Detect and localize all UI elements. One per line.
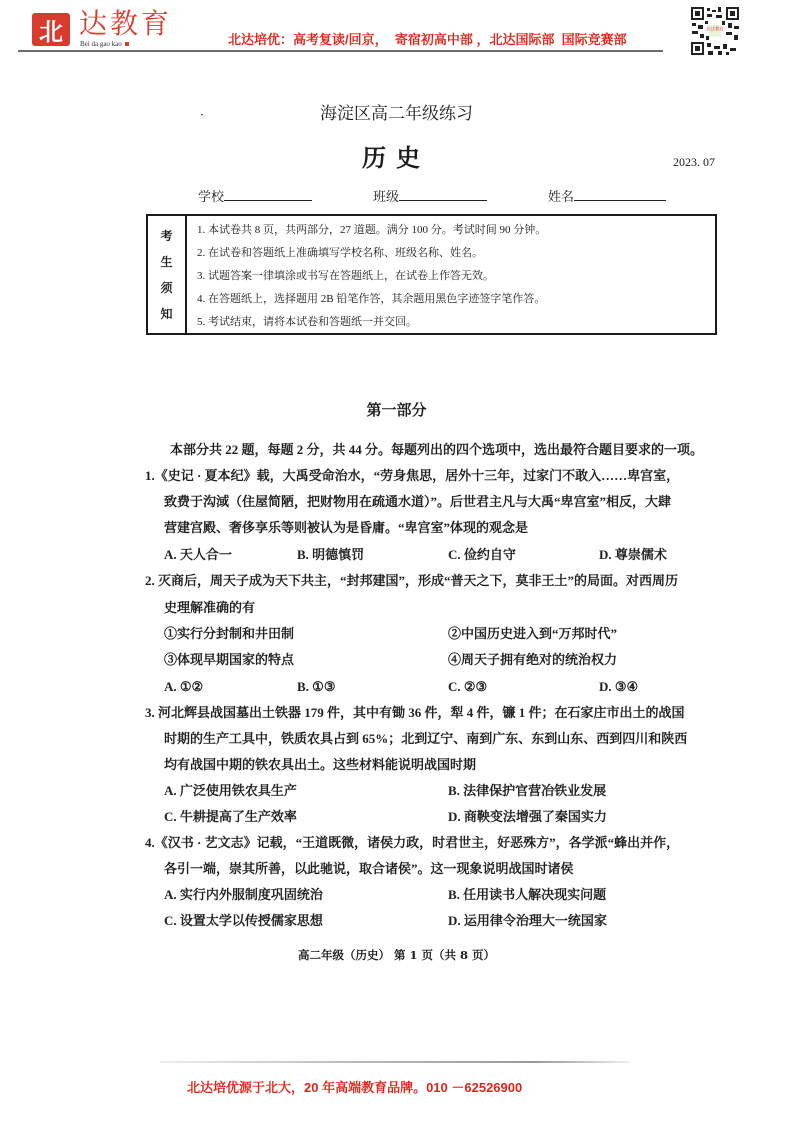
notice-item: 5. 考试结束，请将本试卷和答题纸一并交回。 bbox=[197, 316, 417, 328]
notice-label-char: 须 bbox=[160, 281, 173, 295]
qr-center-label: 北达教育 bbox=[706, 27, 724, 33]
question-3-option-d[interactable]: D. 商鞅变法增强了秦国实力 bbox=[448, 809, 607, 824]
subject-title: 历史 bbox=[362, 143, 430, 172]
section-intro: 本部分共 22 题，每题 2 分，共 44 分。每题列出的四个选项中，选出最符合题目要求的一项。 bbox=[170, 442, 704, 457]
question-2-option-c[interactable]: C. ②③ bbox=[448, 679, 488, 694]
question-2-statement: ①实行分封制和井田制 bbox=[164, 626, 295, 641]
class-field[interactable] bbox=[373, 186, 487, 206]
question-1-option-c[interactable]: C. 俭约自守 bbox=[448, 547, 516, 562]
notice-label bbox=[148, 216, 187, 333]
banner-divider bbox=[18, 50, 663, 52]
question-1-line: 营建宫殿、奢侈享乐等则被认为是昏庸。“卑宫室”体现的观念是 bbox=[164, 520, 529, 535]
question-1-option-a[interactable]: A. 天人合一 bbox=[164, 547, 232, 562]
notice-item: 4. 在答题纸上，选择题用 2B 铅笔作答，其余题用黑色字迹签字笔作答。 bbox=[197, 293, 546, 305]
question-2-line: 2. 灭商后，周天子成为天下共主，“封邦建国”，形成“普天之下，莫非王土”的局面。对西周历 bbox=[145, 573, 679, 588]
bottom-divider bbox=[160, 1061, 630, 1063]
exam-title: 海淀区高二年级练习 bbox=[320, 104, 473, 124]
logo-dot-icon bbox=[125, 42, 129, 46]
question-2-option-a[interactable]: A. ①② bbox=[164, 679, 204, 694]
name-input-line[interactable] bbox=[574, 186, 666, 201]
brand-footer: 北达培优源于北大，20 年高端教育品牌。010 －62526900 bbox=[187, 1080, 523, 1095]
notice-label-char: 知 bbox=[160, 307, 173, 321]
notice-items bbox=[187, 216, 715, 333]
question-3-line: 3. 河北辉县战国墓出土铁器 179 件，其中有锄 36 件，犁 4 件，镰 1 件；在石家庄市出土的战国 bbox=[145, 705, 685, 720]
page-footer: 高二年级（历史） 第 1 页（共 8 页） bbox=[297, 948, 496, 962]
question-2-option-d[interactable]: D. ③④ bbox=[599, 679, 639, 694]
question-4-option-d[interactable]: D. 运用律令治理大一统国家 bbox=[448, 913, 607, 928]
notice-label-char: 生 bbox=[160, 255, 173, 269]
question-4-option-a[interactable]: A. 实行内外服制度巩固统治 bbox=[164, 887, 323, 902]
banner-slogan: 北达培优：高考复读/回京， 寄宿初高中部 ，北达国际部 国际竞赛部 bbox=[228, 32, 627, 47]
question-4-option-c[interactable]: C. 设置太学以传授儒家思想 bbox=[164, 913, 323, 928]
question-2-statement: ④周天子拥有绝对的统治权力 bbox=[448, 652, 618, 667]
question-1-option-b[interactable]: B. 明德慎罚 bbox=[297, 547, 365, 562]
notice-item: 2. 在试卷和答题纸上准确填写学校名称、班级名称、姓名。 bbox=[197, 247, 483, 259]
question-4-line: 4.《汉书 · 艺文志》记载，“王道既微，诸侯力政，时君世主，好恶殊方”，各学派“蜂出并作， bbox=[145, 835, 680, 850]
school-label: 学校 bbox=[198, 190, 225, 205]
notice-item: 3. 试题答案一律填涂或书写在答题纸上，在试卷上作答无效。 bbox=[197, 270, 494, 282]
question-3-option-c[interactable]: C. 牛耕提高了生产效率 bbox=[164, 809, 297, 824]
name-field[interactable] bbox=[548, 186, 666, 206]
qr-code-icon bbox=[690, 6, 740, 56]
question-2-option-b[interactable]: B. ①③ bbox=[297, 679, 336, 694]
question-2-statement: ②中国历史进入到“万邦时代” bbox=[448, 626, 618, 641]
question-1-line: 致费于沟淢（住屋简陋，把财物用在疏通水道）”。后世君主凡与大禹“卑宫室”相反，大肆 bbox=[164, 494, 672, 509]
name-label: 姓名 bbox=[548, 190, 575, 205]
question-3-line: 时期的生产工具中，铁质农具占到 65%；北到辽宁、南到广东、东到山东、西到四川和陕西 bbox=[164, 731, 688, 746]
stray-mark: · bbox=[200, 108, 204, 122]
question-4-line: 各引一端，崇其所善，以此驰说，取合诸侯”。这一现象说明战国时诸侯 bbox=[164, 861, 574, 876]
notice-item: 1. 本试卷共 8 页，共两部分，27 道题。满分 100 分。考试时间 90 分钟。 bbox=[197, 224, 547, 236]
logo-seal: 北 bbox=[32, 13, 70, 46]
logo-text: 达教育 bbox=[79, 7, 173, 40]
exam-date: 2023. 07 bbox=[673, 155, 715, 169]
question-2-line: 史理解准确的有 bbox=[164, 600, 256, 615]
class-label: 班级 bbox=[373, 190, 400, 205]
question-1-line: 1.《史记 · 夏本纪》载，大禹受命治水，“劳身焦思，居外十三年，过家门不敢入……卑宫室， bbox=[145, 468, 680, 483]
section-title: 第一部分 bbox=[366, 403, 427, 419]
candidate-notice-box bbox=[146, 214, 717, 335]
logo-pinyin bbox=[80, 40, 129, 48]
logo-pinyin-text: Bei da gao kao bbox=[80, 40, 122, 48]
notice-label-char: 考 bbox=[160, 229, 173, 243]
school-field[interactable] bbox=[198, 186, 312, 206]
school-input-line[interactable] bbox=[224, 186, 312, 201]
question-3-option-a[interactable]: A. 广泛使用铁农具生产 bbox=[164, 783, 297, 798]
question-1-option-d[interactable]: D. 尊崇儒术 bbox=[599, 547, 667, 562]
question-2-statement: ③体现早期国家的特点 bbox=[164, 652, 295, 667]
class-input-line[interactable] bbox=[399, 186, 487, 201]
question-3-line: 均有战国中期的铁农具出土。这些材料能说明战国时期 bbox=[164, 757, 477, 772]
question-3-option-b[interactable]: B. 法律保护官营冶铁业发展 bbox=[448, 783, 607, 798]
question-4-option-b[interactable]: B. 任用读书人解决现实问题 bbox=[448, 887, 607, 902]
